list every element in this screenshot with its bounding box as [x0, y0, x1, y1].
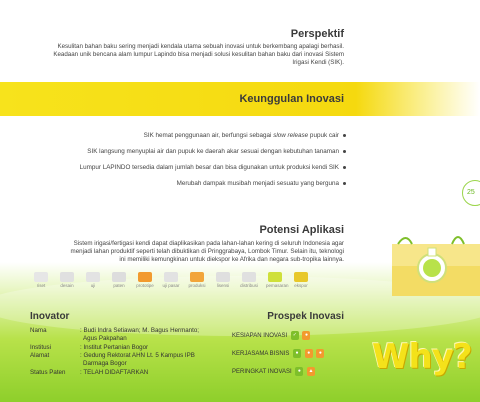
prospek-badge-icon: ● [316, 349, 324, 358]
page-number: 25 [462, 180, 480, 206]
stage-icon: distribusi [240, 272, 258, 292]
keunggulan-item: SIK hemat penggunaan air, berfungsi sebagai slow release pupuk cair [144, 132, 346, 139]
prospek-kerjasama: KERJASAMA BISNIS ● ● ● [232, 349, 324, 358]
inovator-alamat: Alamat : Gedung Rektorat AHN Lt. 5 Kampus IPB [30, 352, 195, 359]
stage-icon: uji [84, 272, 102, 292]
keunggulan-item: Lumpur LAPINDO tersedia dalam jumlah besar dan bisa digunakan untuk produksi kendi SIK [80, 164, 346, 171]
potensi-title: Potensi Aplikasi [259, 224, 344, 236]
inovator-institusi: Institusi : Institut Pertanian Bogor [30, 344, 149, 351]
prospek-badge-icon: ● [295, 367, 303, 376]
keunggulan-title: Keunggulan Inovasi [239, 93, 344, 105]
stage-icon: produksi [188, 272, 206, 292]
perspektif-title: Perspektif [290, 28, 344, 40]
stage-icon: paten [110, 272, 128, 292]
keunggulan-band-tail [356, 82, 480, 116]
keunggulan-item: SIK langsung menyuplai air dan pupuk ke daerah akar sesuai dengan kebutuhan tanaman [87, 148, 346, 155]
stage-icon: prototipe [136, 272, 154, 292]
stage-icon: uji pasar [162, 272, 180, 292]
prospek-title: Prospek Inovasi [267, 311, 344, 322]
stage-icon: riset [32, 272, 50, 292]
inovator-status: Status Paten : TELAH DIDAFTARKAN [30, 369, 149, 376]
stage-icon: pemasaran [266, 272, 284, 292]
keunggulan-item: Merubah dampak musibah menjadi sesuatu yang berguna [177, 180, 346, 187]
prospek-kesiapan: KESIAPAN INOVASI ✓ ● [232, 331, 310, 340]
potensi-text: Sistem irigasi/fertigasi kendi dapat diaplikasikan pada lahan-lahan kering di seluruh Indonesia agar menjadi lahan produktif seperti telah dibuktikan di Pringgrabaya, Lombok Timur. Selain itu, teknologi ini memiliki kemungkinan untuk diekspor ke Afrika dan negara sub-tropika lainnya. [70, 240, 344, 263]
inovator-nama: Nama : Budi Indra Setiawan; M. Bagus Hermanto; [30, 327, 199, 334]
perspektif-text: Kesulitan bahan baku sering menjadi kendala utama sebuah inovasi untuk berkembang apalagi berhasil. Keadaan unik bencana alam lumpur Lapindo bisa menjadi solusi kesulitan bahan baku dari inovasi Sistem Irigasi Kendi (SIK). [53, 43, 344, 66]
inovator-nama-2: Agus Pakpahan [83, 335, 127, 342]
prospek-badge-icon: ● [293, 349, 301, 358]
prospek-badge-icon: ✓ [292, 332, 297, 338]
prospek-badge-icon: ▲ [308, 368, 314, 374]
stage-icon: ekspor [292, 272, 310, 292]
stage-icon: desain [58, 272, 76, 292]
prospek-peringkat: PERINGKAT INOVASI ● ▲ [232, 368, 314, 376]
stage-icon: lisensi [214, 272, 232, 292]
inovator-title: Inovator [30, 311, 70, 322]
kendi-illustration-icon [392, 226, 480, 296]
inovator-alamat-2: Darmaga Bogor [83, 360, 127, 367]
why-logo: Why? [372, 337, 472, 377]
prospek-badge-icon: ● [302, 331, 310, 340]
prospek-badge-icon: ● [305, 349, 313, 358]
